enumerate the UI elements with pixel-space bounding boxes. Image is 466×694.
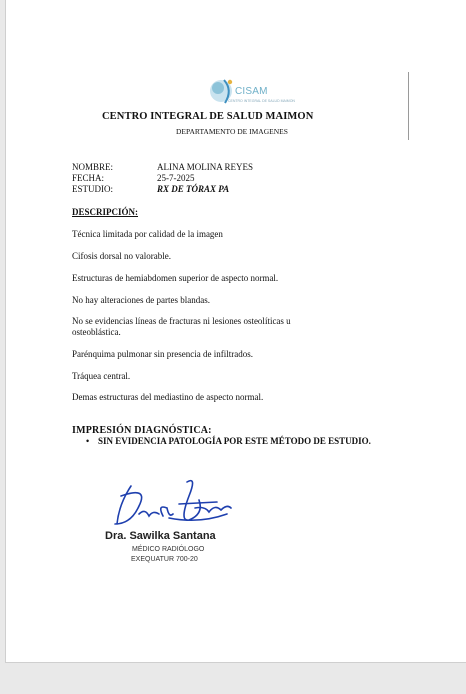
signatory-license: EXEQUATUR 700-20: [131, 556, 198, 563]
description-line: Cifosis dorsal no valorable.: [72, 251, 171, 261]
patient-name-label: NOMBRE:: [72, 162, 114, 172]
description-line: osteoblástica.: [72, 327, 121, 337]
bullet-icon: •: [86, 436, 90, 446]
description-title: DESCRIPCIÓN:: [72, 207, 139, 217]
description-line: Estructuras de hemiabdomen superior de aspecto normal.: [72, 273, 279, 283]
department-title: DEPARTAMENTO DE IMAGENES: [176, 127, 288, 136]
description-line: Técnica limitada por calidad de la imagen: [72, 229, 223, 239]
description-line: Parénquima pulmonar sin presencia de infiltrados.: [72, 349, 253, 359]
organization-title: CENTRO INTEGRAL DE SALUD MAIMON: [102, 111, 314, 122]
impression-item: [86, 436, 371, 446]
logo-tagline: CENTRO INTEGRAL DE SALUD MAIMON: [228, 99, 295, 103]
signatory-role: MÉDICO RADIÓLOGO: [132, 546, 205, 553]
patient-name-value: ALINA MOLINA REYES: [157, 162, 253, 172]
study-label: ESTUDIO:: [72, 184, 113, 194]
signatory-name: Dra. Sawilka Santana: [105, 530, 216, 542]
study-value: RX DE TÓRAX PA: [157, 184, 230, 194]
document-page: [5, 0, 466, 663]
signature-icon: [109, 474, 234, 536]
margin-rule: [408, 72, 409, 140]
date-label: FECHA:: [72, 173, 105, 183]
logo-wordmark: CISAM: [235, 86, 268, 97]
description-line: Tráquea central.: [72, 371, 131, 381]
description-line: No se evidencias líneas de fracturas ni lesiones osteolíticas u: [72, 316, 291, 326]
description-line: Demas estructuras del mediastino de aspecto normal.: [72, 392, 264, 402]
description-line: No hay alteraciones de partes blandas.: [72, 295, 210, 305]
date-value: 25-7-2025: [157, 173, 195, 183]
impression-text: SIN EVIDENCIA PATOLOGÍA POR ESTE MÉTODO DE ESTUDIO.: [98, 436, 371, 446]
impression-title: IMPRESIÓN DIAGNÓSTICA:: [72, 425, 212, 436]
